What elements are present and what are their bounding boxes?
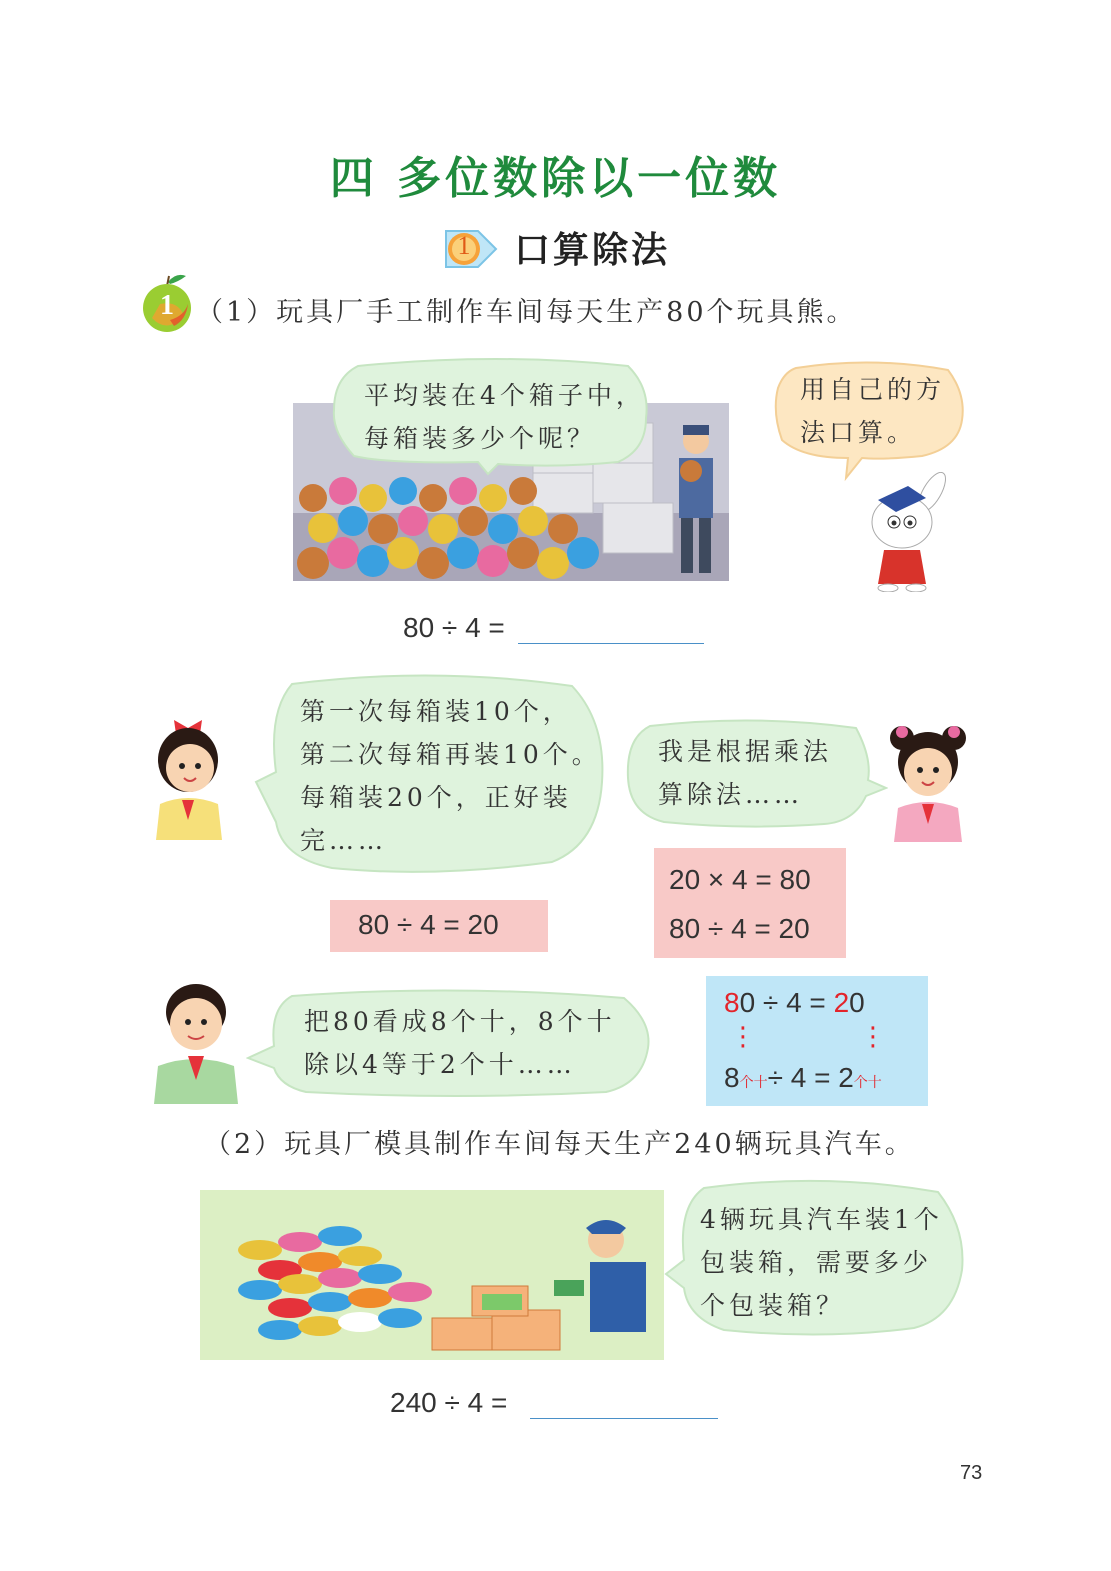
girl-with-buns-character (886, 714, 970, 842)
part2-worker-speech-bubble (664, 1178, 966, 1338)
unit-tens-label: 个十 (739, 1074, 768, 1090)
worker-bubble-line-1: 平均装在4个箱子中， (364, 381, 645, 410)
girl-with-bow-character (148, 712, 230, 840)
section-number: 1 (457, 231, 471, 260)
boy-character (150, 976, 242, 1104)
rabbit-character (862, 472, 958, 592)
section-title: 口算除法 (514, 229, 671, 271)
girl2-result-2: 80 ÷ 4 = 20 (669, 913, 810, 944)
place-value-dots-left: ⋮ (730, 1022, 756, 1052)
part2-bubble-line-1: 4辆玩具汽车装1个 (700, 1205, 943, 1234)
place-value-tens-digit: 8 (724, 987, 740, 1018)
boy-bubble-line-2: 除以4等于2个十…… (304, 1050, 576, 1079)
place-value-dots-right: ⋮ (860, 1022, 886, 1052)
rabbit-speech-bubble (772, 360, 968, 480)
worker-bubble-line-2: 每箱装多少个呢？ (364, 424, 597, 453)
part2-bubble-line-2: 包装箱，需要多少 (700, 1248, 933, 1277)
girl2-speech-bubble (624, 718, 886, 828)
section-heading (440, 222, 670, 272)
girl2-bubble-line-1: 我是根据乘法 (658, 737, 833, 766)
part2-question: （2）玩具厂模具制作车间每天生产240辆玩具汽车。 (204, 1129, 915, 1160)
girl1-bubble-line-3: 每箱装20个，正好装 (300, 783, 572, 812)
part1-answer-line[interactable] (518, 643, 704, 644)
place-value-line-2: 8个十÷ 4 = 2个十 (724, 1062, 882, 1093)
example-number: 1 (160, 290, 174, 321)
girl2-result-1: 20 × 4 = 80 (669, 864, 811, 895)
place-value-line-1: 80 ÷ 4 = 20 (724, 987, 865, 1018)
part1-equation: 80 ÷ 4 = (403, 612, 505, 643)
part1-question: （1）玩具厂手工制作车间每天生产80个玩具熊。 (196, 297, 857, 328)
part2-answer-line[interactable] (530, 1418, 718, 1419)
worker-speech-bubble (328, 358, 648, 466)
apple-icon (140, 270, 194, 332)
rabbit-bubble-line-1: 用自己的方 (800, 375, 946, 404)
rabbit-bubble-line-2: 法口算。 (800, 418, 917, 447)
girl2-bubble-line-2: 算除法…… (658, 780, 804, 809)
toy-car-illustration (200, 1190, 664, 1360)
boy-bubble-line-1: 把80看成8个十，8个十 (304, 1007, 616, 1036)
girl1-bubble-line-2: 第二次每箱再装10个。 (300, 740, 601, 769)
unit-tens-label: 个十 (853, 1074, 882, 1090)
girl1-bubble-line-1: 第一次每箱装10个， (300, 697, 572, 726)
girl1-speech-bubble (252, 672, 612, 872)
place-value-quotient-tens: 2 (833, 987, 850, 1018)
chapter-title: 四 多位数除以一位数 (329, 153, 782, 204)
boy-speech-bubble (246, 988, 658, 1100)
girl1-result: 80 ÷ 4 = 20 (358, 909, 499, 940)
page-number: 73 (960, 1462, 983, 1484)
part2-equation: 240 ÷ 4 = (390, 1387, 508, 1418)
section-number-badge (440, 225, 494, 269)
girl1-bubble-line-4: 完…… (300, 826, 388, 855)
part2-bubble-line-3: 个包装箱？ (700, 1291, 846, 1320)
